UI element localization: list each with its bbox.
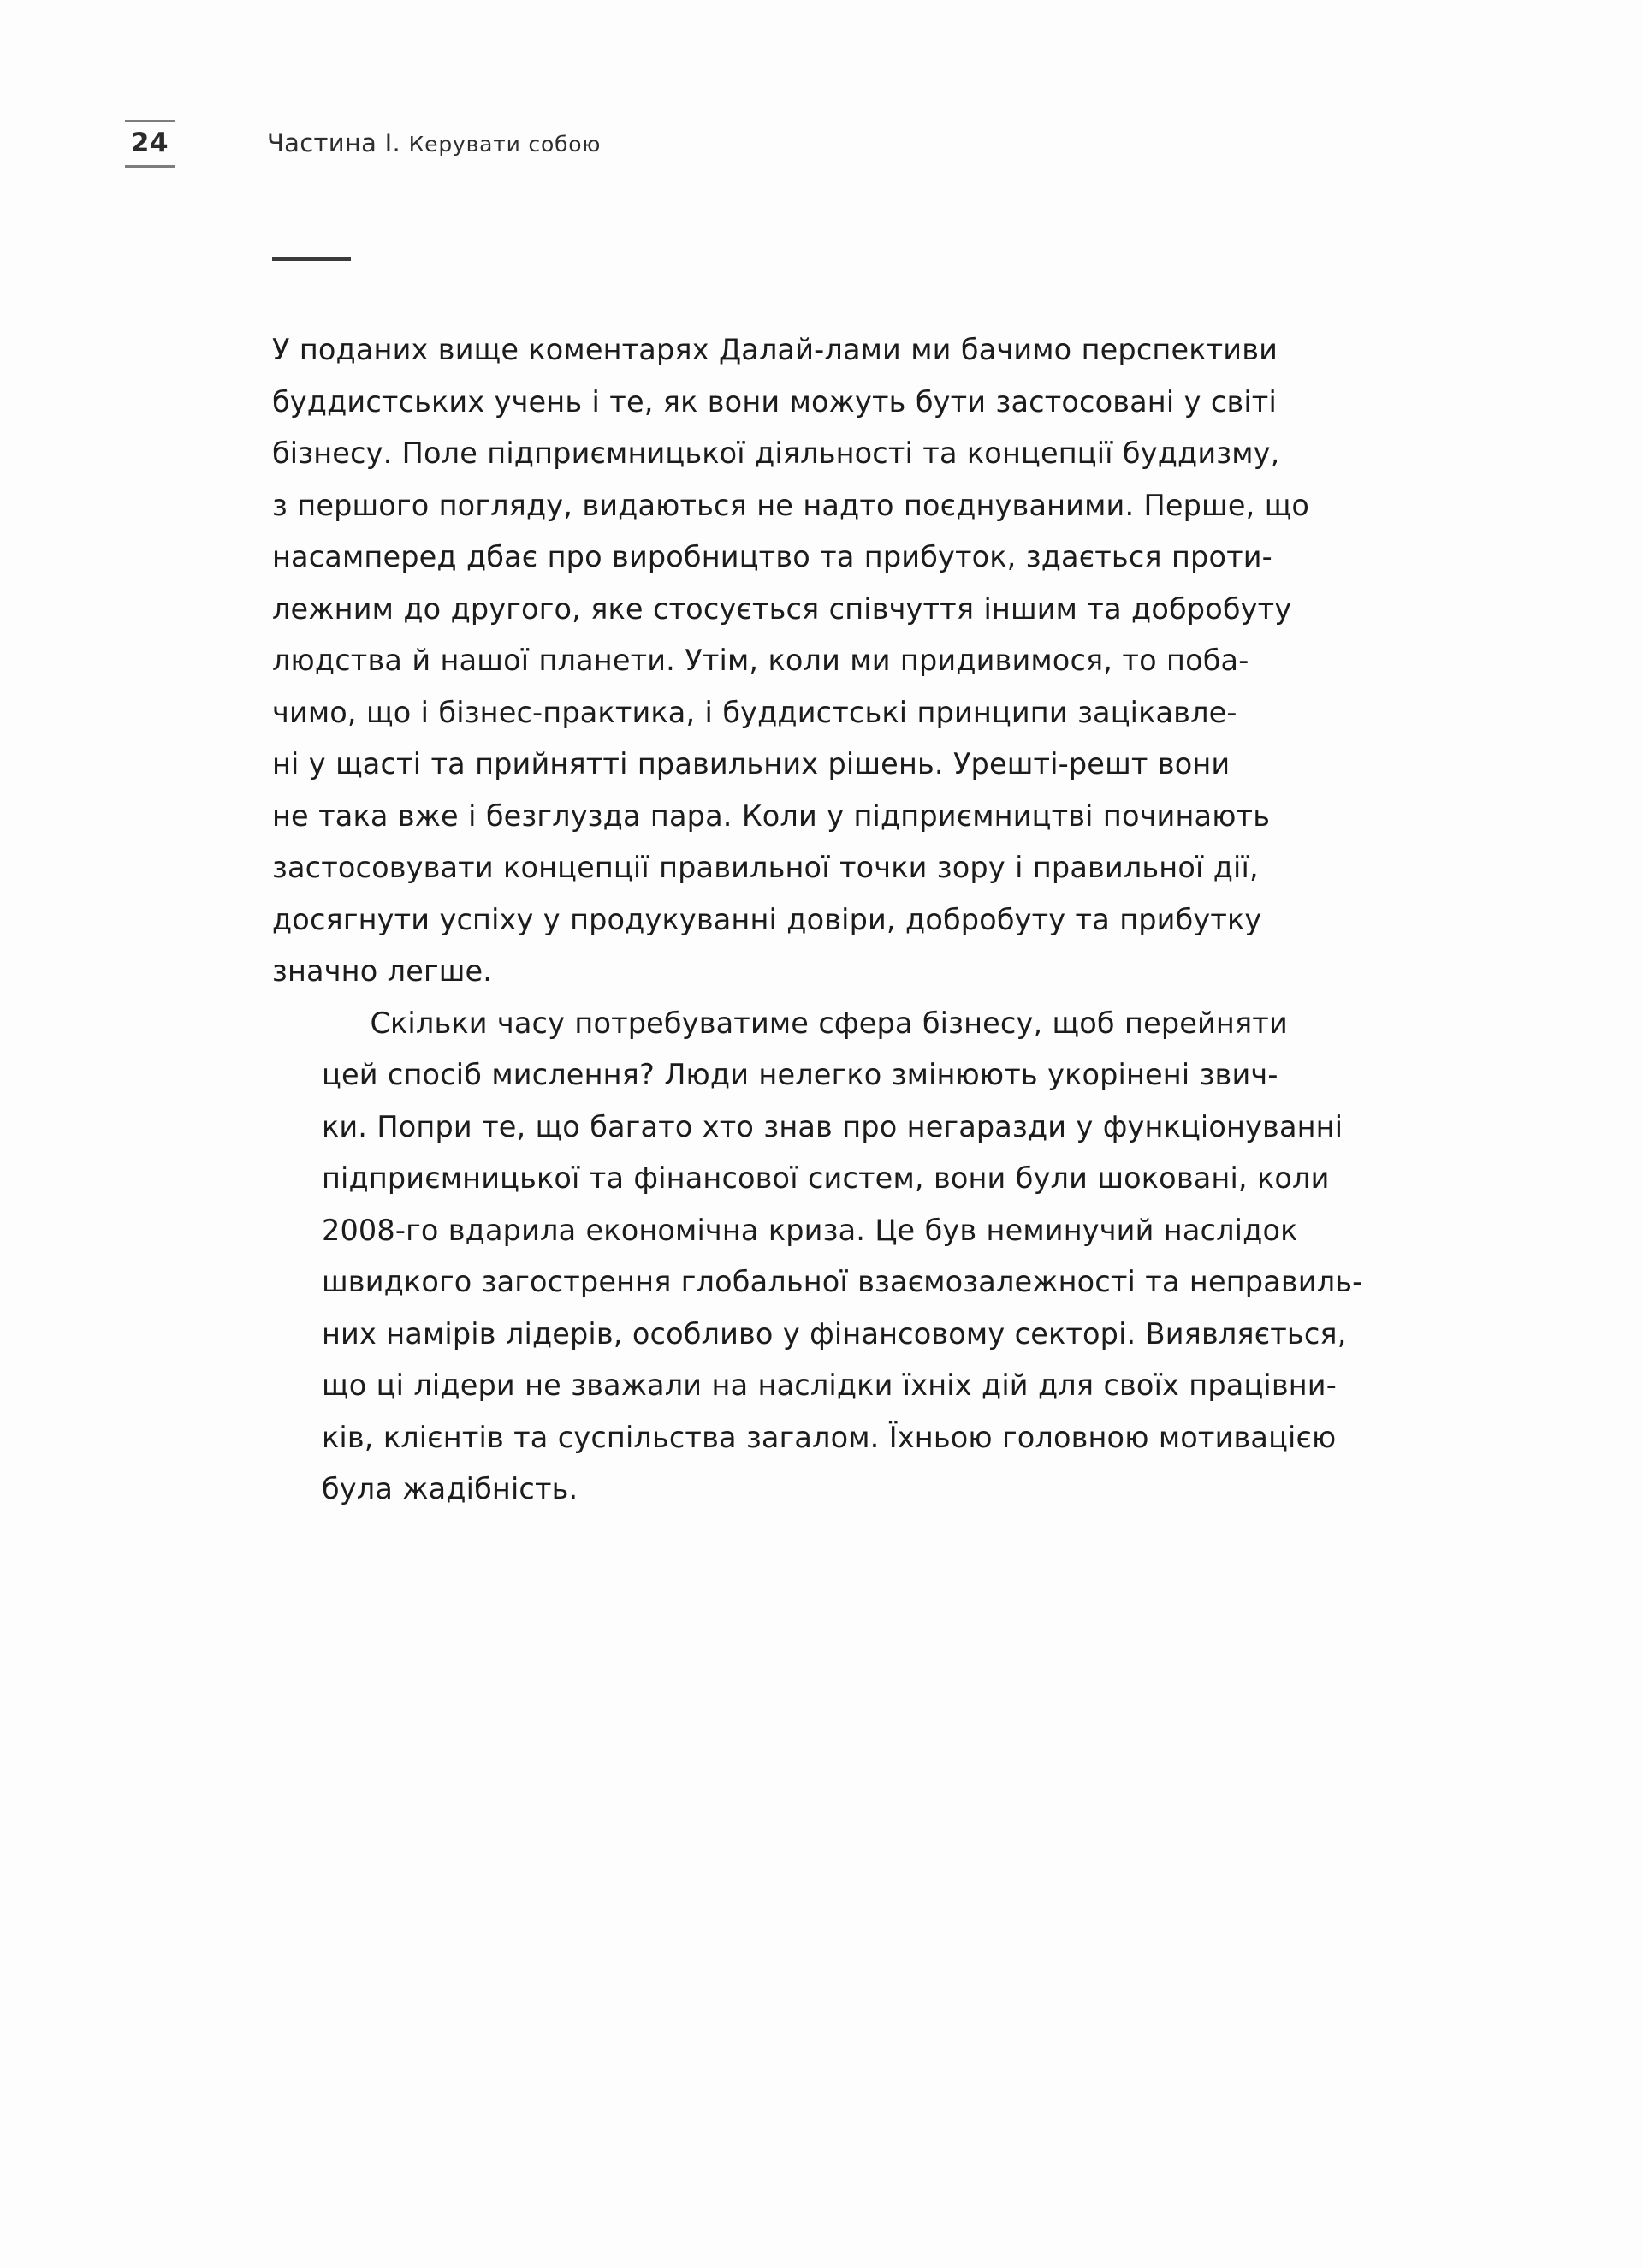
text-line: досягнути успіху у продукуванні довіри, добробуту та прибутку [272,902,1262,936]
text-line: швидкого загострення глобальної взаємозалежності та неправиль- [322,1265,1363,1298]
page-number-block [120,120,180,168]
paragraph-1 [272,324,1463,998]
text-line: ки. Попри те, що багато хто знав про негаразди у функціонуванні [322,1109,1343,1143]
text-line: насамперед дбає про виробництво та прибуток, здається проти- [272,540,1272,573]
text-line: що ці лідери не зважали на наслідки їхніх дій для своїх працівни- [322,1369,1337,1402]
text-line: з першого погляду, видаються не надто поєднуваними. Перше, що [272,488,1310,522]
running-title-part: Частина I. [267,128,401,157]
text-line: не така вже і безглузда пара. Коли у підприємництві починають [272,799,1271,833]
text-line: Скільки часу потребуватиме сфера бізнесу, щоб перейняти [322,1006,1288,1040]
text-line: чимо, що і бізнес-практика, і буддистські принципи зацікавле- [272,695,1237,729]
body-text-block [272,257,1463,1516]
running-title-section: Керувати собою [408,132,602,157]
text-line: застосовувати концепції правильної точки зору і правильної дії, [272,851,1259,884]
text-line: значно легше. [272,954,493,988]
page-number: 24 [130,128,169,158]
text-line: У поданих вище коментарях Далай-лами ми бачимо перспективи [272,333,1278,366]
section-divider-rule [272,257,351,261]
running-header [0,120,1643,188]
text-line: підприємницької та фінансової систем, вони були шоковані, коли [322,1161,1330,1195]
text-line: лежним до другого, яке стосується співчуття іншим та добробуту [272,591,1292,626]
text-line: буддистських учень і те, як вони можуть бути застосовані у світі [272,384,1277,419]
text-line: цей спосіб мислення? Люди нелегко змінюють укорінені звич- [322,1058,1278,1091]
running-title [267,128,601,157]
paragraph-2 [272,998,1463,1516]
text-line: 2008-го вдарила економічна криза. Це був неминучий наслідок [322,1213,1298,1247]
text-line: ків, клієнтів та суспільства загалом. Їхньою головною мотивацією [322,1420,1337,1454]
text-line: була жадібність. [322,1472,578,1505]
text-line: них намірів лідерів, особливо у фінансовому секторі. Виявляється, [322,1316,1347,1351]
text-line: людства й нашої планети. Утім, коли ми придивимося, то поба- [272,644,1249,677]
text-line: ні у щасті та прийнятті правильних рішень. Урешті-решт вони [272,747,1231,781]
text-line: бізнесу. Поле підприємницької діяльності та концепції буддизму, [272,436,1280,470]
folio-rule-bottom [125,165,175,168]
